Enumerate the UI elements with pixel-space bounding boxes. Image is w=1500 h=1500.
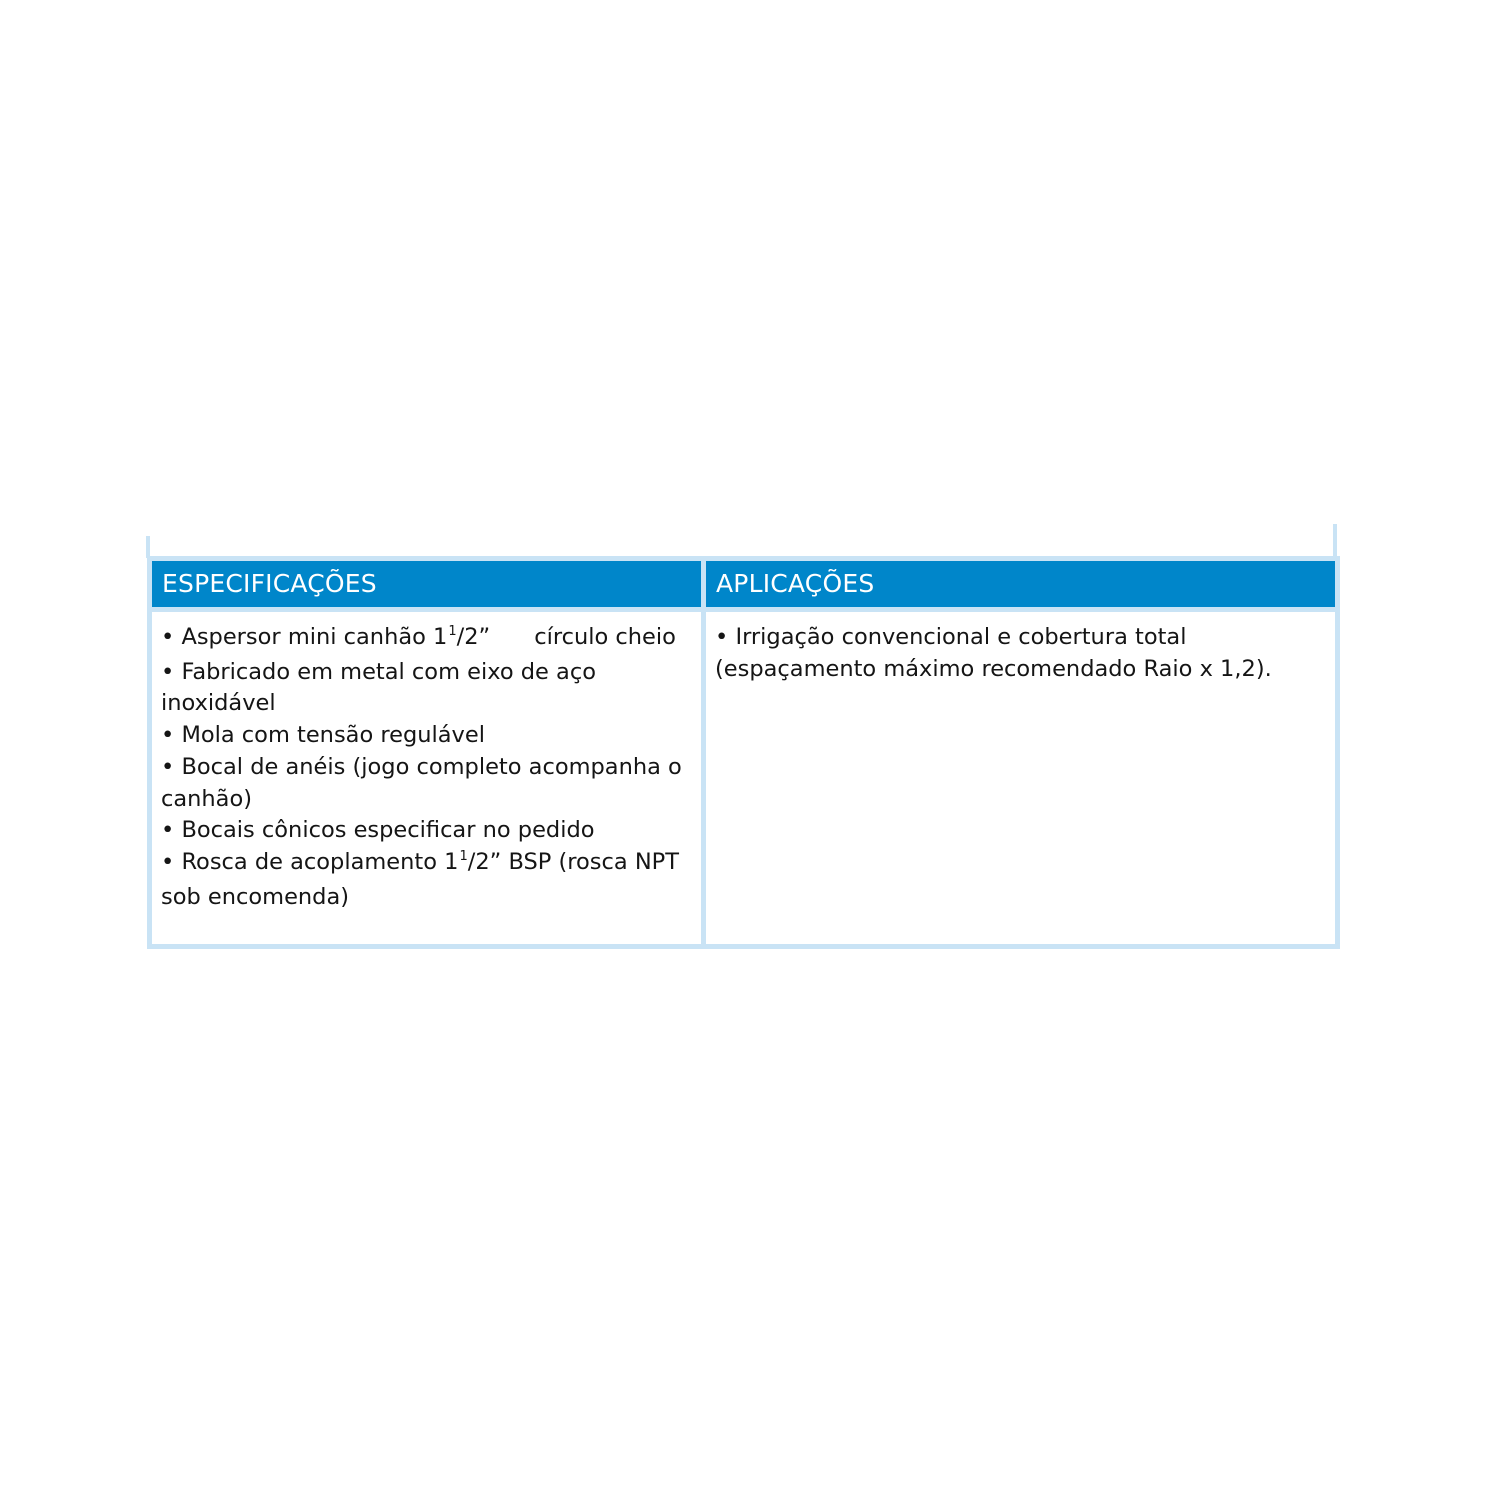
list-item (161, 720, 693, 752)
list-item (161, 657, 693, 720)
item-text: Irrigação convencional e cobertura total (espaçamento máximo recomendado Raio x 1,2). (715, 624, 1272, 682)
applications-list (706, 612, 1335, 944)
specifications-list (152, 612, 701, 944)
item-text: Bocal de anéis (jogo completo acompanha o canhão) (161, 753, 682, 812)
item-text: Mola com tensão regulável (181, 722, 485, 749)
bullet: • (161, 722, 175, 749)
table-top-left-tick (146, 536, 150, 558)
list-item (161, 847, 693, 913)
specifications-table (147, 556, 1340, 949)
item-text-continued: /2” (456, 624, 491, 650)
superscript: 1 (448, 624, 457, 639)
specifications-header: ESPECIFICAÇÕES (152, 561, 701, 607)
bullet: • (161, 624, 175, 650)
item-text: Fabricado em metal com eixo de aço inoxidável (161, 658, 596, 717)
item-trailing-text: círculo cheio (534, 624, 676, 650)
list-item (161, 622, 693, 657)
item-text: Rosca de acoplamento 1 (181, 848, 459, 875)
bullet: • (161, 817, 175, 844)
item-text: Bocais cônicos especificar no pedido (181, 817, 595, 844)
bullet: • (161, 658, 175, 685)
bullet: • (715, 624, 729, 650)
list-item (715, 622, 1327, 685)
item-text-continued: /2” BSP (rosca NPT sob encomenda) (161, 848, 679, 910)
table-top-right-tick (1333, 524, 1337, 558)
bullet: • (161, 753, 175, 780)
list-item (161, 815, 693, 847)
item-text: Aspersor mini canhão 1 (181, 624, 448, 650)
list-item (161, 752, 693, 815)
superscript: 1 (459, 848, 468, 864)
applications-header: APLICAÇÕES (706, 561, 1335, 607)
bullet: • (161, 848, 175, 875)
